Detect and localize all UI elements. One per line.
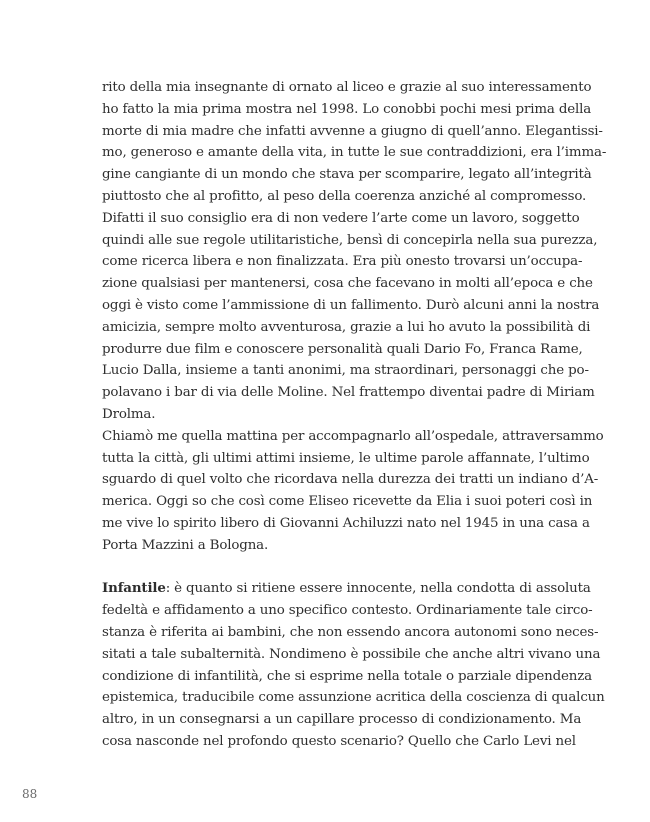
paragraph-3 <box>102 426 604 557</box>
text-line: Chiamò me quella mattina per accompagnarlo all’ospedale, attraversammo <box>102 428 604 444</box>
text-line: ho fatto la mia prima mostra nel 1998. Lo conobbi pochi mesi prima della <box>102 101 592 117</box>
text-line: morte di mia madre che infatti avvenne a giugno di quell’anno. Elegantissi- <box>102 123 603 139</box>
text-line: piuttosto che al profitto, al peso della coerenza anziché al compromesso. <box>102 188 587 204</box>
body-text <box>102 77 607 753</box>
page-number: 88 <box>22 787 38 801</box>
text-line: cosa nasconde nel profondo questo scenario? Quello che Carlo Levi nel <box>102 733 576 749</box>
text-line: rito della mia insegnante di ornato al liceo e grazie al suo interessamento <box>102 80 592 95</box>
text-line: quindi alle sue regole utilitaristiche, bensì di concepirla nella sua purezza, <box>102 232 598 248</box>
text-line: polavano i bar di via delle Moline. Nel frattempo diventai padre di Miriam <box>102 385 595 401</box>
text-line: come ricerca libera e non finalizzata. Era più onesto trovarsi un’occupa- <box>102 254 583 270</box>
text-line: epistemica, traducibile come assunzione acritica della coscienza di qualcun <box>102 690 605 706</box>
term-definition-start: : è quanto si ritiene essere innocente, nella condotta di assoluta <box>165 581 591 597</box>
text-line: stanza è riferita ai bambini, che non essendo ancora autonomi sono neces- <box>102 624 599 640</box>
text-line: Difatti il suo consiglio era di non vedere l’arte come un lavoro, soggetto <box>102 210 580 226</box>
text-line: condizione di infantilità, che si esprime nella totale o parziale dipendenza <box>102 668 592 684</box>
text-line: fedeltà e affidamento a uno specifico contesto. Ordinariamente tale circo- <box>102 603 593 619</box>
text-line: me vive lo spirito libero di Giovanni Achiluzzi nato nel 1945 in una casa a <box>102 515 590 531</box>
text-line: sguardo di quel volto che ricordava nella durezza dei tratti un indiano d’A- <box>102 472 599 488</box>
text-line: gine cangiante di un mondo che stava per scomparire, legato all’integrità <box>102 167 592 183</box>
text-line: mo, generoso e amante della vita, in tutte le sue contraddizioni, era l’imma- <box>102 145 607 161</box>
text-line: Drolma. <box>102 406 156 422</box>
text-line: altro, in un consegnarsi a un capillare processo di condizionamento. Ma <box>102 712 582 728</box>
text-line: produrre due film e conoscere personalità quali Dario Fo, Franca Rame, <box>102 341 583 357</box>
text-line: amicizia, sempre molto avventurosa, grazie a lui ho avuto la possibilità di <box>102 319 591 335</box>
paragraph-2 <box>102 208 600 426</box>
text-line: oggi è visto come l’ammissione di un fallimento. Durò alcuni anni la nostra <box>102 297 600 313</box>
text-line: tutta la città, gli ultimi attimi insieme, le ultime parole affannate, l’ultimo <box>102 450 590 466</box>
paragraph-1 <box>102 77 607 208</box>
text-line <box>102 578 591 600</box>
text-line: Porta Mazzini a Bologna. <box>102 537 269 553</box>
paragraph-spacer <box>102 557 547 579</box>
text-line: merica. Oggi so che così come Eliseo ricevette da Elia i suoi poteri così in <box>102 494 593 510</box>
glossary-term: Infantile <box>102 580 166 597</box>
text-line: zione qualsiasi per mantenersi, cosa che facevano in molti all’epoca e che <box>102 276 593 292</box>
text-line: sitati a tale subalternità. Nondimeno è possibile che anche altri vivano una <box>102 646 601 662</box>
text-line: Lucio Dalla, insieme a tanti anonimi, ma straordinari, personaggi che po- <box>102 363 589 379</box>
paragraph-4 <box>102 578 605 752</box>
